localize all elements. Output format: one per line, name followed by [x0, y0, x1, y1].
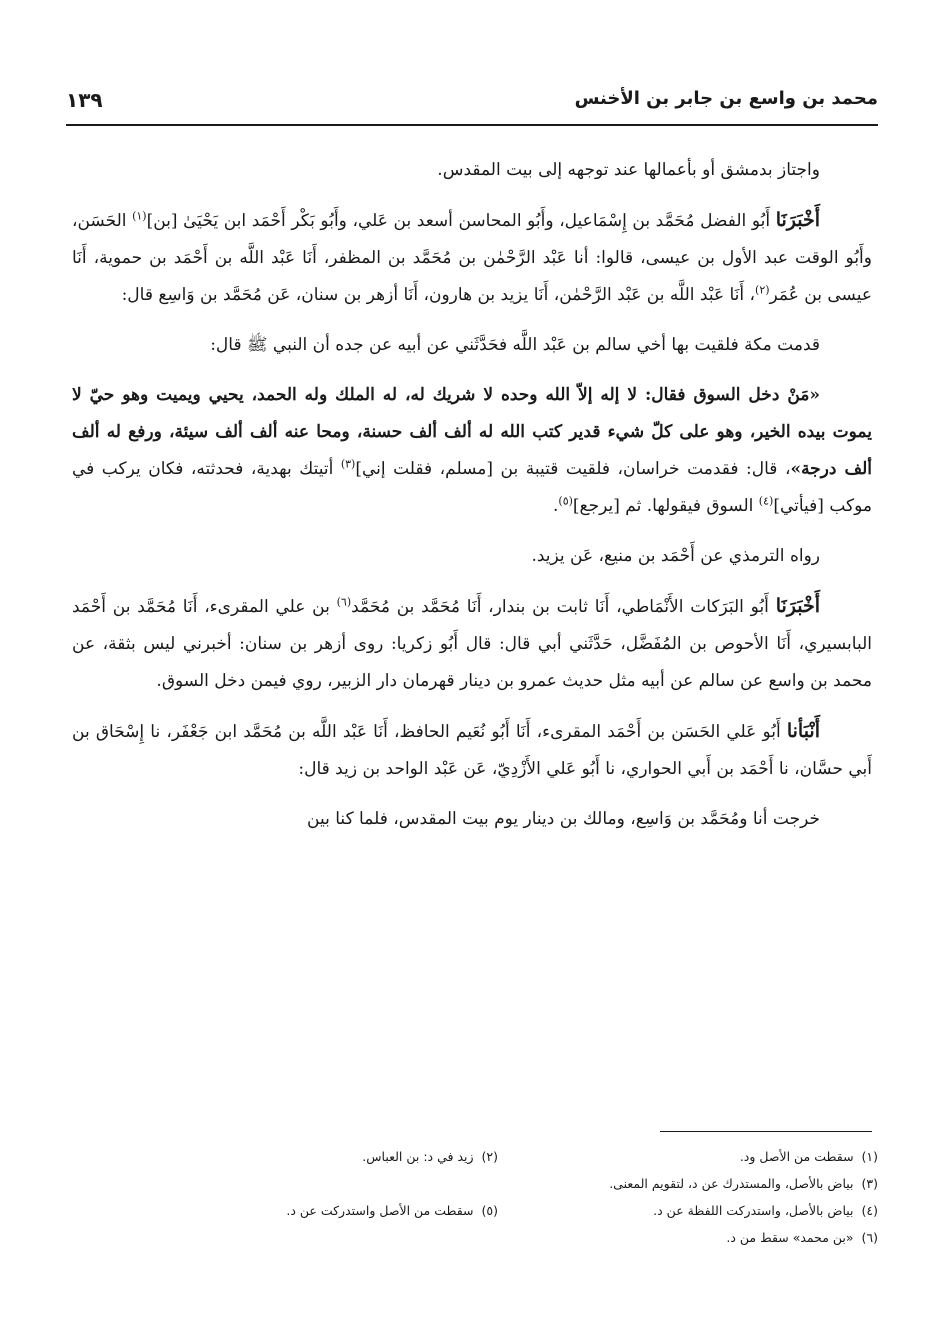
footnote-row: [90, 1224, 878, 1251]
footnote-5: (٥) سقطت من الأصل واستدركت عن د.: [286, 1203, 498, 1218]
paragraph-8: خرجت أنا ومُحَمَّد بن وَاسِع، ومالك بن دينار يوم بيت المقدس، فلما كنا بين: [307, 809, 820, 829]
paragraph-3: قدمت مكة فلقيت بها أخي سالم بن عَبْد اللَّه فحَدَّثَني عن أبيه عن جده أن النبي ﷺ قال:: [210, 335, 820, 355]
header-title: محمد بن واسع بن جابر بن الأخنس: [574, 88, 878, 109]
footnote-2: (٢) زيد في د: بن العباس.: [362, 1149, 498, 1164]
paragraph-1: واجتاز بدمشق أو بأعمالها عند توجهه إلى بيت المقدس.: [437, 160, 820, 180]
footnote-1: (١) سقطت من الأصل ود.: [739, 1149, 878, 1164]
isnad-lead: أَخْبَرَنَا: [775, 209, 821, 231]
footnotes: [90, 1143, 878, 1251]
footnote-ref-4: (٤): [758, 494, 774, 508]
footnote-row: [90, 1170, 878, 1197]
footnote-4: (٤) بياض بالأصل، واستدركت اللفظة عن د.: [653, 1203, 878, 1218]
page-number: ١٣٩: [66, 88, 103, 112]
footnote-ref-5: (٥): [558, 494, 573, 508]
body-text: [72, 152, 872, 851]
paragraph-7: أَنْبَأنا أَبُو عَلي الحَسَن بن أَحْمَد المقرىء، أَنَا أَبُو نُعَيم الحافظ، أَنَا عَبْد اللَّه بن مُحَمَّد ابن جَعْفَر، نا إِسْحَاق بن أَبي حسَّان، نا أَحْمَد بن أَبي الحواري، نا أَبُو عَلي الأَزْدِيّ، عَن عَبْد الواحد بن زيد قال:: [72, 720, 872, 779]
footnote-3: (٣) بياض بالأصل، والمستدرك عن د، لتقويم المعنى.: [609, 1176, 878, 1191]
footnote-ref-6: (٦): [336, 595, 352, 609]
footnote-6: (٦) «بن محمد» سقط من د.: [726, 1230, 878, 1245]
hadith-text: «مَنْ دخل السوق فقال: لا إله إلاّ الله وحده لا شريك له، له الملك وله الحمد، يحيي ويميت وهو حيّ لا يموت بيده الخير، وهو على كلّ شيء قدير كتب الله له ألف ألف حسنة، ومحا عنه ألف ألف سيئة، ورفع له ألف ألف درجة»: [72, 385, 872, 479]
paragraph-4: «مَنْ دخل السوق فقال: لا إله إلاّ الله وحده لا شريك له، له الملك وله الحمد، يحيي ويميت وهو حيّ لا يموت بيده الخير، وهو على كلّ شيء قدير كتب الله له ألف ألف حسنة، ومحا عنه ألف ألف سيئة، ورفع له ألف ألف درجة»، قال: فقدمت خراسان، فلقيت قتيبة بن [مسلم، فقلت إني]$^{(٣)}$ أتيتك بهدية، فحدثته، فكان يركب في موكب [فيأتي]$^{(٤)}$ السوق فيقولها. ثم [يرجع]$^{(٥)}$.: [72, 385, 872, 516]
footnote-row: [90, 1143, 878, 1170]
paragraph-6: أَخْبَرَنَا أَبُو البَرَكات الأَنْمَاطي، أَنَا ثابت بن بندار، أَنَا مُحَمَّد بن مُحَمَّد$^{(٦)}$ بن علي المقرىء، أَنَا مُحَمَّد بن أَحْمَد البابسيري، أَنَا الأحوص بن المُفَضَّل، حَدَّثَني أبي قال: قال أَبُو زكريا: روى أزهر بن سنان: أخبرني ليس بثقة، عن محمد بن واسع عن سالم عن أبيه مثل حديث عمرو بن دينار قهرمان دار الزبير، روي فيمن دخل السوق.: [72, 595, 872, 691]
footnote-ref-3: (٣): [340, 457, 356, 471]
footnote-row: [90, 1197, 878, 1224]
footnote-ref-2: (٢): [755, 283, 770, 297]
paragraph-5: رواه الترمذي عن أَحْمَد بن منيع، عَن يزيد.: [531, 546, 820, 566]
isnad-lead: أَخْبَرَنَا: [775, 595, 821, 617]
footnote-ref-1: (١): [132, 209, 147, 223]
running-header: [66, 88, 878, 118]
paragraph-2: أَخْبَرَنَا أَبُو الفضل مُحَمَّد بن إِسْمَاعيل، وأَبُو المحاسن أسعد بن عَلي، وأَبُو بَكْر أَحْمَد ابن يَحْيَىٰ [بن]$^{(١)}$ الحَسَن، وأَبُو الوقت عبد الأول بن عيسى، قالوا: أنا عَبْد الرَّحْمٰن بن مُحَمَّد بن المظفر، أَنَا عَبْد اللَّه بن أَحْمَد بن حموية، أَنَا عيسى بن عُمَر$^{(٢)}$، أَنَا عَبْد اللَّه بن عَبْد الرَّحْمٰن، أَنَا يزيد بن هارون، أَنَا أزهر بن سنان، عَن مُحَمَّد بن وَاسِع قال:: [72, 209, 872, 305]
isnad-lead: أَنْبَأنا: [786, 720, 820, 742]
header-rule: [66, 124, 878, 126]
footnote-rule: [660, 1131, 872, 1132]
